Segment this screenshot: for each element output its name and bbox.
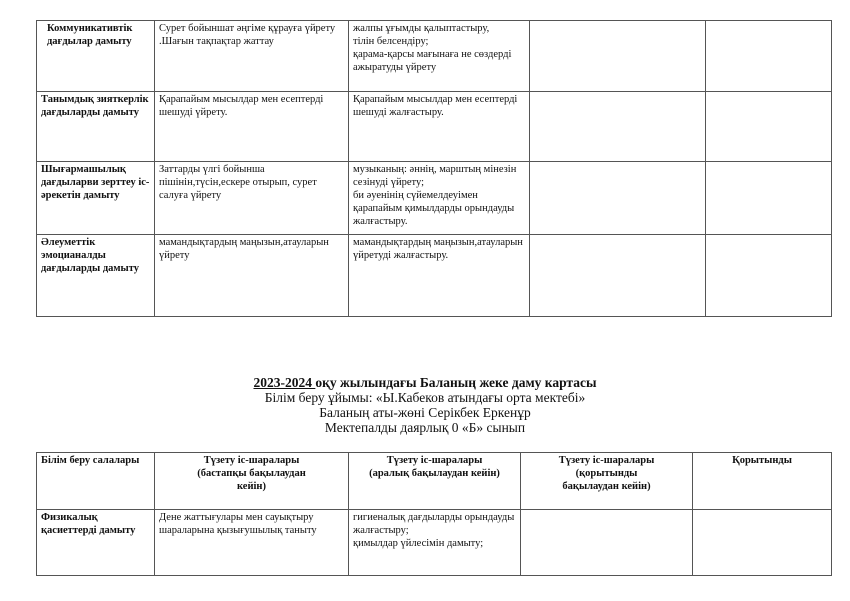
conclusion-cell bbox=[706, 235, 832, 317]
table-row bbox=[37, 162, 832, 235]
conclusion-cell bbox=[706, 162, 832, 235]
header-area: Білім беру салалары bbox=[37, 453, 155, 510]
intermediate-measures-cell: гигиеналық дағдыларды орындауды жалғастыру; қимылдар үйлесімін дамыту; bbox=[349, 510, 521, 576]
initial-measures-cell: Қарапайым мысылдар мен есептерді шешуді үйрету. bbox=[155, 92, 349, 162]
table-row bbox=[37, 92, 832, 162]
initial-measures-cell: Заттарды үлгі бойынша пішінін,түсін,ескере отырып, сурет салуға үйрету bbox=[155, 162, 349, 235]
area-cell: Физикалық қасиеттерді дамыту bbox=[37, 510, 155, 576]
final-measures-cell bbox=[530, 21, 706, 92]
header-intermediate: Түзету іс-шаралары (аралық бақылаудан кейін) bbox=[349, 453, 521, 510]
area-cell: Коммуникативтік дағдылар дамыту bbox=[37, 21, 155, 92]
header-final: Түзету іс-шаралары (қорытынды бақылаудан кейін) bbox=[521, 453, 693, 510]
final-measures-cell bbox=[530, 162, 706, 235]
conclusion-cell bbox=[706, 92, 832, 162]
organization-line: Білім беру ұйымы: «Ы.Кабеков атындағы орта мектебі» bbox=[264, 390, 586, 405]
area-cell: Әлеуметтік эмоцианалды дағдыларды дамыту bbox=[37, 235, 155, 317]
table-row bbox=[37, 510, 832, 576]
group-line: Мектепалды даярлық 0 «Б» сынып bbox=[324, 420, 526, 435]
initial-measures-cell: Сурет бойыншат әңгіме құрауға үйрету .Шағын тақпақтар жаттау bbox=[155, 21, 349, 92]
area-cell: Шығармашылық дағдыларви зерттеу іс-әрекетін дамыту bbox=[37, 162, 155, 235]
table-header-row bbox=[37, 453, 832, 510]
final-measures-cell bbox=[521, 510, 693, 576]
intermediate-measures-cell: Қарапайым мысылдар мен есептерді шешуді жалғастыру. bbox=[349, 92, 530, 162]
final-measures-cell bbox=[530, 92, 706, 162]
development-table-top bbox=[36, 20, 832, 317]
document-header bbox=[0, 375, 850, 435]
intermediate-measures-cell: музыканың: әннің, марштың мінезін сезінуді үйрету; би әуенінің сүйемелдеуімен қарапайым қимылдарды орындауды жалғастыру. bbox=[349, 162, 530, 235]
table-row bbox=[37, 21, 832, 92]
initial-measures-cell: мамандықтардың маңызын,атауларын үйрету bbox=[155, 235, 349, 317]
school-year: 2023-2024 bbox=[253, 375, 316, 390]
development-table-bottom bbox=[36, 452, 832, 576]
header-conclusion: Қорытынды bbox=[693, 453, 832, 510]
child-name-line: Баланың аты-жөні Серікбек Еркенұр bbox=[319, 405, 531, 420]
intermediate-measures-cell: мамандықтардың маңызын,атауларын үйретуді жалғастыру. bbox=[349, 235, 530, 317]
area-cell: Танымдық зияткерлік дағдыларды дамыту bbox=[37, 92, 155, 162]
header-initial: Түзету іс-шаралары (бастапқы бақылаудан кейін) bbox=[155, 453, 349, 510]
initial-measures-cell: Дене жаттығулары мен сауықтыру шараларына қызығушылық таныту bbox=[155, 510, 349, 576]
title-text: оқу жылындағы Баланың жеке даму картасы bbox=[315, 375, 597, 390]
intermediate-measures-cell: жалпы ұғымды қалыптастыру, тілін белсендіру; қарама-қарсы мағынаға не сөздерді ажыратуды үйрету bbox=[349, 21, 530, 92]
table-row bbox=[37, 235, 832, 317]
conclusion-cell bbox=[693, 510, 832, 576]
final-measures-cell bbox=[530, 235, 706, 317]
conclusion-cell bbox=[706, 21, 832, 92]
document-title bbox=[0, 375, 850, 390]
